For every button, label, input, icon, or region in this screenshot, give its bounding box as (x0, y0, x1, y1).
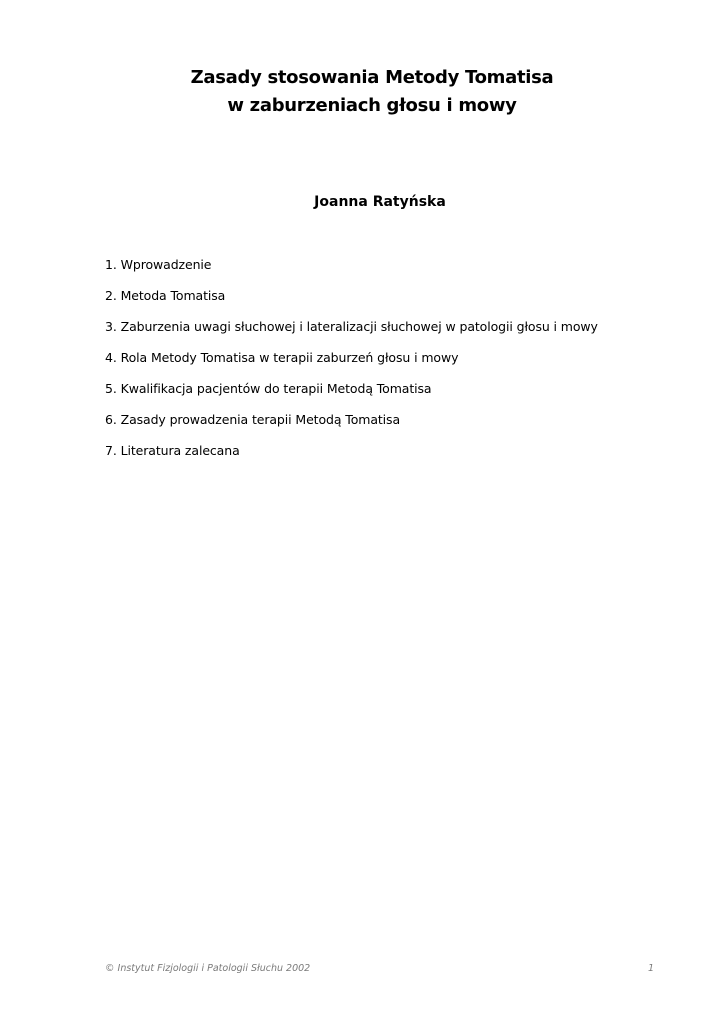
toc-item-6: 6. Zasady prowadzenia terapii Metodą Tomatisa (105, 412, 401, 427)
title-line-1: Zasady stosowania Metody Tomatisa (190, 67, 554, 88)
table-of-contents (105, 255, 598, 472)
toc-item-1: 1. Wprowadzenie (105, 257, 212, 272)
author-name: Joanna Ratyńska (314, 194, 446, 210)
toc-item-3: 3. Zaburzenia uwagi słuchowej i lateralizacji słuchowej w patologii głosu i mowy (105, 319, 598, 334)
toc-item-2: 2. Metoda Tomatisa (105, 288, 226, 303)
document-title (0, 64, 724, 120)
toc-item-7: 7. Literatura zalecana (105, 443, 240, 458)
page-number: 1 (647, 963, 654, 974)
toc-item-5: 5. Kwalifikacja pacjentów do terapii Metodą Tomatisa (105, 381, 432, 396)
title-line-2: w zaburzeniach głosu i mowy (227, 95, 517, 116)
toc-item-4: 4. Rola Metody Tomatisa w terapii zaburzeń głosu i mowy (105, 350, 459, 365)
footer-copyright: © Instytut Fizjologii i Patologii Słuchu 2002 (105, 963, 311, 974)
